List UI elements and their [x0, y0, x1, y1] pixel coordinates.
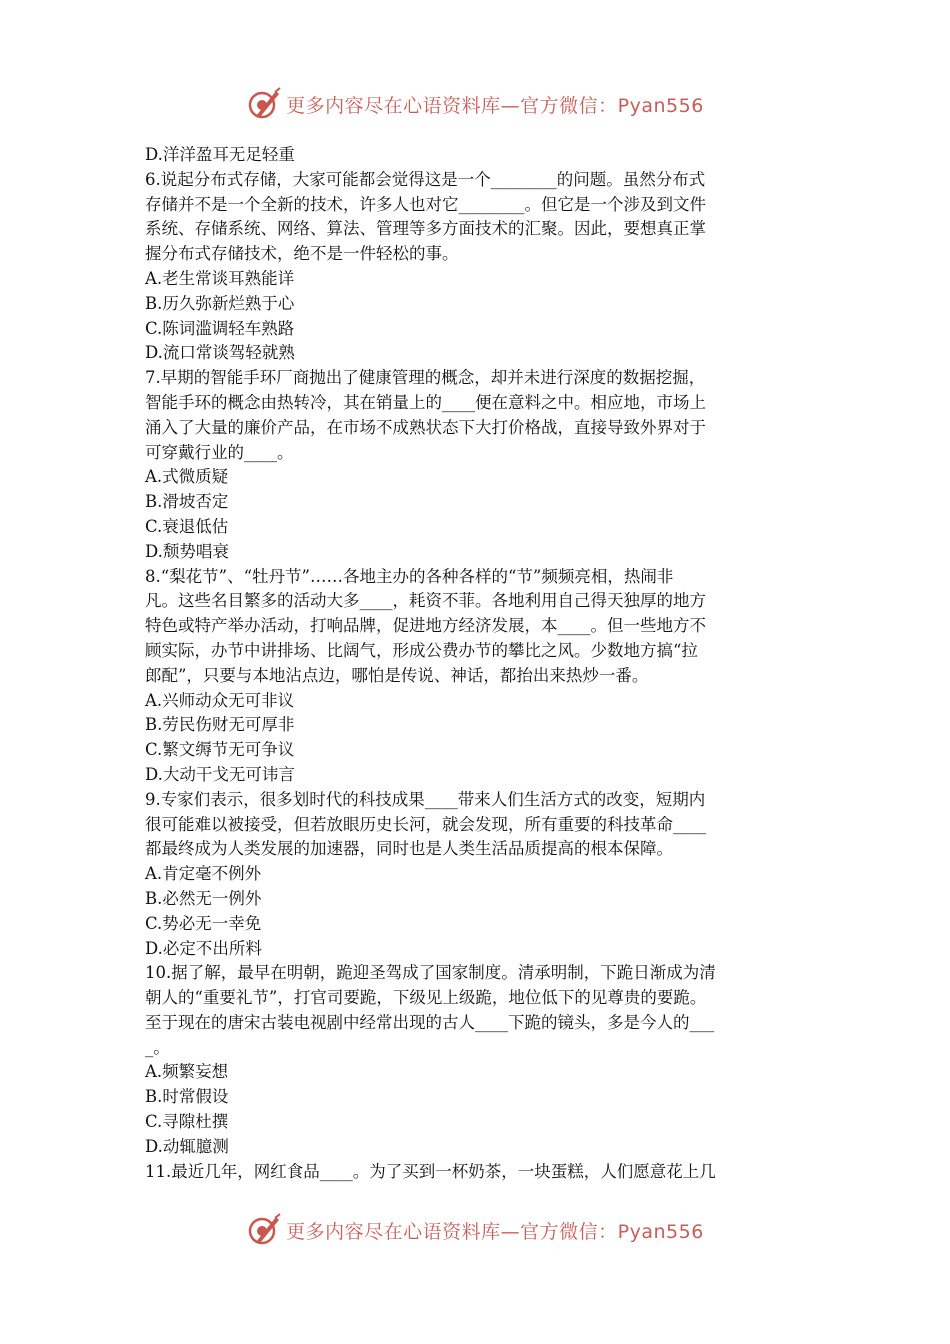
- footer-watermark-text: 更多内容尽在心语资料库—官方微信：Pyan556: [286, 1220, 704, 1243]
- text-line: 可穿戴行业的____。: [145, 442, 294, 462]
- quill-logo-icon: [246, 1212, 282, 1248]
- text-line: A.肯定毫不例外: [145, 864, 262, 884]
- text-line: 9.专家们表示，很多划时代的科技成果____带来人们生活方式的改变，短期内: [145, 789, 706, 809]
- text-line: 智能手环的概念由热转冷，其在销量上的____便在意料之中。相应地，市场上: [145, 392, 706, 412]
- text-line: B.必然无一例外: [145, 888, 262, 908]
- text-line: B.时常假设: [145, 1087, 229, 1107]
- text-line: C.势必无一幸免: [145, 913, 262, 933]
- text-line: D.必定不出所料: [145, 938, 262, 958]
- quill-logo-icon: [246, 86, 282, 122]
- text-line: A.兴师动众无可非议: [145, 690, 295, 710]
- text-line: C.寻隙杜撰: [145, 1112, 229, 1132]
- text-line: 至于现在的唐宋古装电视剧中经常出现的古人____下跪的镜头，多是今人的___: [145, 1012, 715, 1032]
- text-line: B.劳民伤财无可厚非: [145, 715, 295, 735]
- text-line: A.式微质疑: [145, 467, 229, 487]
- text-line: 8.“梨花节”、“牡丹节”……各地主办的各种各样的“节”频频亮相，热闹非: [145, 566, 674, 586]
- text-line: A.老生常谈耳熟能详: [145, 268, 295, 288]
- text-line: 10.据了解，最早在明朝，跪迎圣驾成了国家制度。清承明制，下跪日渐成为清: [145, 963, 716, 983]
- footer-watermark-banner: [0, 1210, 950, 1250]
- exam-question-body: [145, 143, 810, 1184]
- text-line: D.颓势唱衰: [145, 541, 229, 561]
- text-line: 特色或特产举办活动，打响品牌，促进地方经济发展，本____。但一些地方不: [145, 616, 706, 636]
- text-line: B.滑坡否定: [145, 492, 229, 512]
- header-watermark-text: 更多内容尽在心语资料库—官方微信：Pyan556: [286, 94, 704, 117]
- text-line: 凡。这些名目繁多的活动大多____，耗资不菲。各地利用自己得天独厚的地方: [145, 591, 706, 611]
- text-line: C.繁文缛节无可争议: [145, 740, 295, 760]
- text-line: D.洋洋盈耳无足轻重: [145, 145, 295, 164]
- text-line: _。: [145, 1037, 170, 1057]
- text-line: 顾实际，办节中讲排场、比阔气，形成公费办节的攀比之风。少数地方搞“拉: [145, 640, 698, 660]
- text-line: C.陈词滥调轻车熟路: [145, 318, 295, 338]
- text-line: 郎配”，只要与本地沾点边，哪怕是传说、神话，都抬出来热炒一番。: [145, 665, 649, 685]
- text-line: 很可能难以被接受，但若放眼历史长河，就会发现，所有重要的科技革命____: [145, 814, 706, 834]
- text-line: 系统、存储系统、网络、算法、管理等多方面技术的汇聚。因此，要想真正掌: [145, 219, 706, 239]
- text-line: D.流口常谈驾轻就熟: [145, 343, 295, 363]
- text-line: 11.最近几年，网红食品____。为了买到一杯奶茶，一块蛋糕，人们愿意花上几: [145, 1161, 716, 1181]
- text-line: C.衰退低估: [145, 516, 229, 536]
- text-line: A.频繁妄想: [145, 1062, 229, 1082]
- text-line: 存储并不是一个全新的技术，许多人也对它________。但它是一个涉及到文件: [145, 194, 706, 214]
- text-line: D.动辄臆测: [145, 1136, 229, 1156]
- text-line: 涌入了大量的廉价产品，在市场不成熟状态下大打价格战，直接导致外界对于: [145, 417, 706, 437]
- header-watermark-banner: [0, 84, 950, 124]
- text-line: 握分布式存储技术，绝不是一件轻松的事。: [145, 244, 459, 264]
- text-line: B.历久弥新烂熟于心: [145, 293, 295, 313]
- text-line: 6.说起分布式存储，大家可能都会觉得这是一个________的问题。虽然分布式: [145, 169, 706, 189]
- text-line: 都最终成为人类发展的加速器，同时也是人类生活品质提高的根本保障。: [145, 839, 673, 859]
- text-line: 7.早期的智能手环厂商抛出了健康管理的概念，却并未进行深度的数据挖掘，: [145, 368, 706, 388]
- text-line: 朝人的“重要礼节”，打官司要跪，下级见上级跪，地位低下的见尊贵的要跪。: [145, 988, 707, 1008]
- text-line: D.大动干戈无可讳言: [145, 764, 295, 784]
